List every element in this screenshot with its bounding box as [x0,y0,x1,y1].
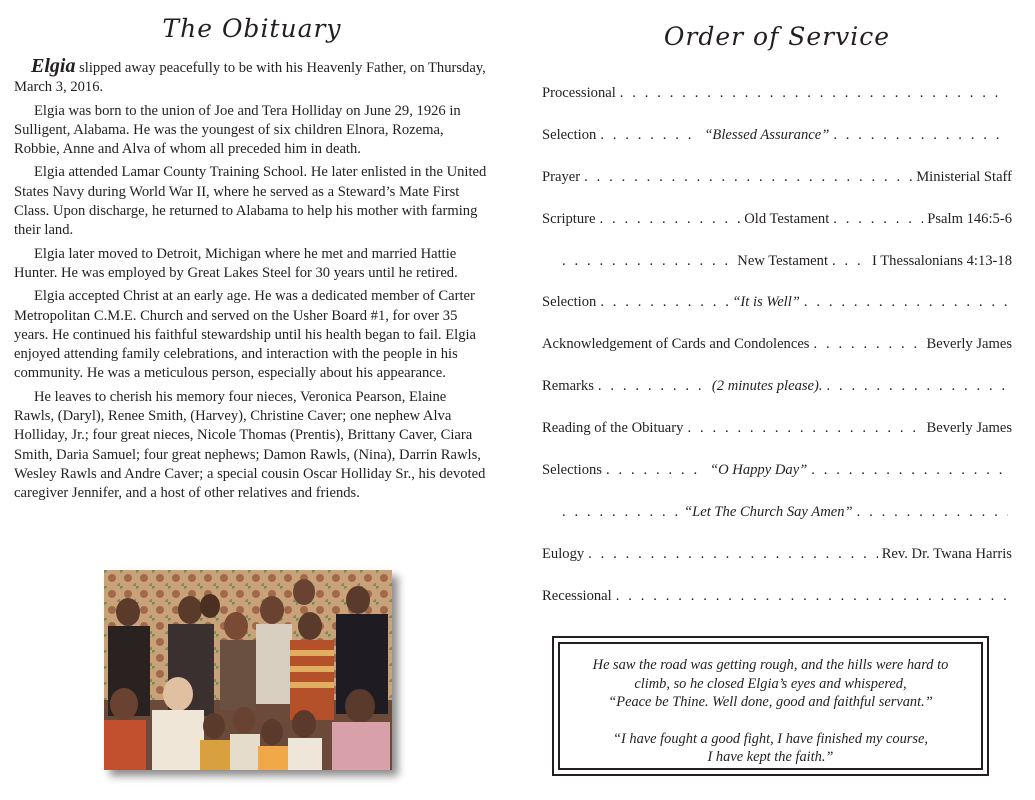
service-item-label: Selection [542,294,597,311]
obituary-title: The Obituary [162,14,342,43]
service-item-label: Selections [542,462,602,479]
family-photo [104,570,392,770]
service-title: Order of Service [663,22,891,51]
service-item-person: Rev. Dr. Twana Harris [881,545,1012,562]
verse-text [558,642,983,770]
leader-dots [833,211,923,228]
obituary-paragraph: Elgia was born to the union of Joe and Tera Holliday on June 29, 1926 in Sulligent, Alabama. He was the youngest of six children Elnora, Rozema, Robbie, Anne and Alva of whom all preceded him in death. [14,102,461,158]
service-item [542,127,1012,169]
service-item-title: “O Happy Day” [710,462,808,479]
service-item [542,546,1012,588]
leader-dots [600,294,728,311]
service-item-reference: Psalm 146:5-6 [927,210,1012,227]
leader-dots [588,546,878,563]
leader-dots [562,253,733,270]
service-item-title: “It is Well” [732,294,800,311]
obituary-paragraph: Elgia attended Lamar County Training School. He later enlisted in the United States Navy during World War II, where he served as a Steward’s Mate First Class. Upon discharge, he returned to Alabama to help his mother with farming their land. [14,164,487,239]
service-item-label: Prayer [542,168,581,185]
service-item [542,504,1012,546]
service-item [542,336,1012,378]
service-item-label: Processional [542,85,616,101]
obituary-paragraph: Elgia later moved to Detroit, Michigan where he met and married Hattie Hunter. He was employed by Great Lakes Steel for 30 years until he retired. [14,245,458,281]
service-item-label: Recessional [542,587,612,604]
obituary-paragraph-1 [14,57,490,98]
service-item-label: Eulogy [542,545,585,562]
leader-dots [616,588,1008,605]
service-item-title: “Let The Church Say Amen” [684,503,853,520]
obituary-text [14,57,490,504]
service-item [542,588,1012,630]
service-item-person: Beverly James [926,420,1012,437]
leader-dots [620,85,1008,102]
leader-dots [606,462,706,479]
service-item-title: Old Testament [744,210,830,227]
service-item-label: Remarks [542,378,594,395]
service-item-person: Ministerial Staff [916,168,1012,185]
obituary-panel [14,14,490,508]
service-item [542,462,1012,504]
service-item [542,253,1012,295]
obituary-paragraph: Elgia accepted Christ at an early age. He was a dedicated member of Carter Metropolitan C.M.E. Church and served on the Usher Board #1, for over 35 years. He continued his faithful stewardship until his health began to fail. Elgia enjoyed attending family celebrations, and interaction with the people in his community. He was a meticulous person, especially about his appearance. [14,288,477,382]
verse-line: He saw the road was getting rough, and the hills were hard to [592,657,949,673]
service-item [542,85,1012,127]
verse-gap [560,712,981,730]
service-item-label: Selection [542,126,597,143]
leader-dots [804,294,1008,311]
service-item-person: Beverly James [926,336,1012,353]
deceased-name: Elgia [31,55,76,77]
leader-dots [598,378,708,395]
verse-line: “Peace be Thine. Well done, good and faithful servant.” [608,694,933,711]
scripture-line: “I have fought a good fight, I have finished my course, [613,730,928,747]
leader-dots [600,211,741,228]
leader-dots [857,504,1008,521]
service-item-reference: I Thessalonians 4:13-18 [872,252,1012,269]
service-item [542,211,1012,253]
service-item-title: “Blessed Assurance” [704,126,830,143]
service-item-label: Scripture [542,210,596,227]
leader-dots [811,462,1008,479]
obituary-paragraph: He leaves to cherish his memory four nieces, Veronica Pearson, Elaine Rawls, (Daryl), Renee Smith, (Harvey), Christine Caver; one nephew Alva Holliday, Jr.; four great nieces, Nicole Thomas (Prentis), Brittany Caver, Ciara Smith, Daria Samuel; four great nephews; Damon Rawls, (Nina), Darrin Rawls, Wesley Rawls and Andre Caver; a special cousin Oscar Holliday Sr., his devoted caregiver Jennifer, and a host of other relatives and friends. [14,388,486,502]
leader-dots [833,127,1008,144]
leader-dots [832,253,868,270]
service-item [542,378,1012,420]
service-item [542,294,1012,336]
service-item [542,420,1012,462]
leader-dots [827,378,1008,395]
leader-dots [600,127,700,144]
service-item-label: Acknowledgement of Cards and Condolences [542,336,810,353]
verse-box [552,636,989,776]
service-item-note: (2 minutes please). [711,378,823,395]
family-photo-image [104,570,392,770]
leader-dots [584,169,912,186]
obituary-paragraph-1-rest: slipped away peacefully to be with his Heavenly Father, on Thursday, March 3, 2016. [14,60,486,96]
service-item-label: Reading of the Obituary [542,420,684,437]
service-item-title: New Testament [737,252,829,269]
service-item [542,169,1012,211]
scripture-line: I have kept the faith.” [707,749,834,766]
leader-dots [687,420,922,437]
order-of-service-panel [542,22,1012,630]
leader-dots [813,336,922,353]
leader-dots [562,504,680,521]
service-list [542,85,1012,630]
verse-line: climb, so he closed Elgia’s eyes and whispered, [634,675,907,692]
